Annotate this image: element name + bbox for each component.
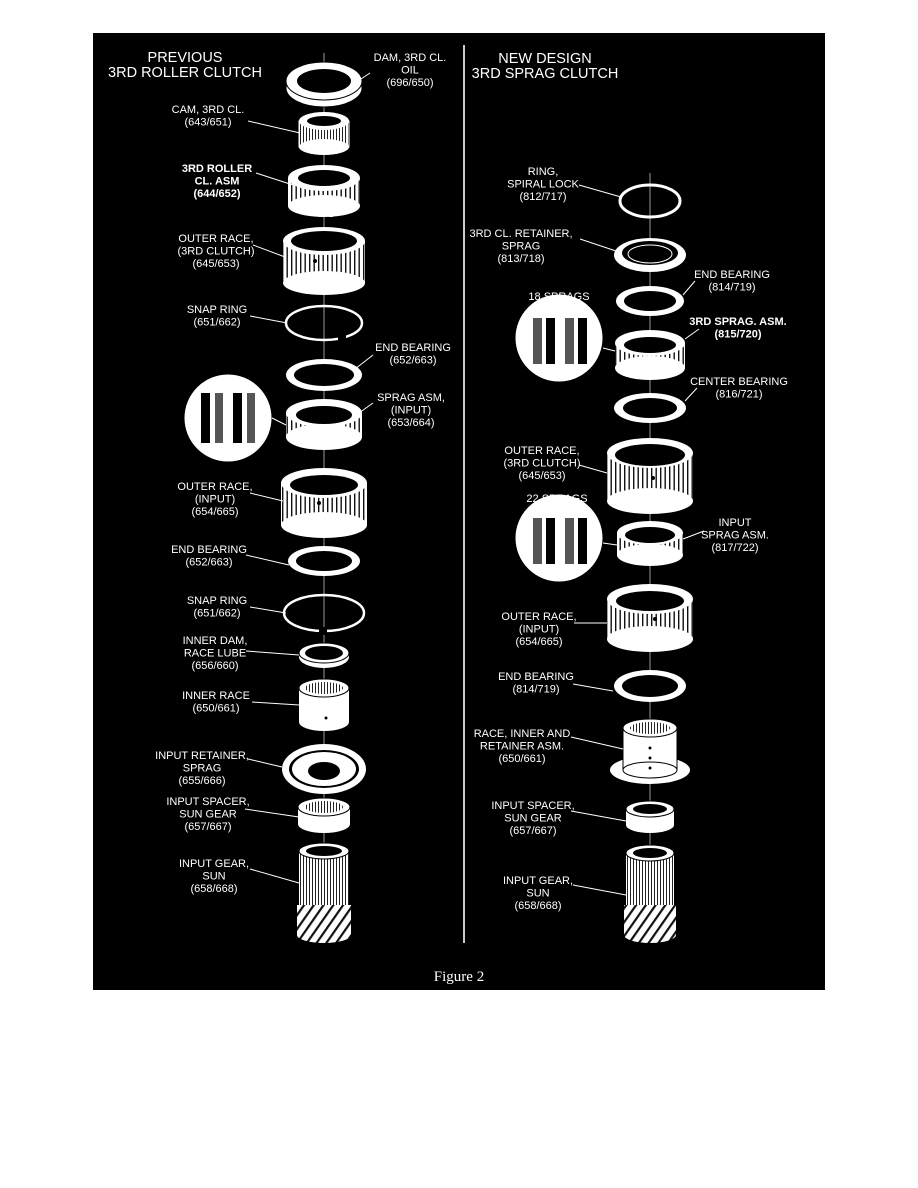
label-line: CENTER BEARING [690,376,788,388]
leader-line-inner-dam-race-lube [246,651,299,655]
label-line: END BEARING [498,671,574,683]
end-bearing-2-part [288,546,360,576]
label-line: 3RD CL. RETAINER, [469,228,573,240]
label-line: INPUT SPACER, [491,800,575,812]
label-center-bearing [690,376,788,401]
sprag-detail-18 [515,294,615,382]
label-line: (645/653) [192,258,240,270]
label-input-gear-sun [179,858,249,895]
label-cam-3rd-cl [172,104,245,129]
label-sprag-asm-input [377,392,445,429]
label-input-spacer-sun-gear-r [491,800,574,837]
inner-race-part [299,679,349,731]
label-line: INPUT [718,517,752,529]
label-line: RING, [527,166,559,178]
label-line: SUN GEAR [504,812,562,825]
leader-line-dam-3rd-cl-oil [361,73,370,79]
label-22-sprags [526,493,587,505]
label-line: (3RD CLUTCH) [177,245,255,258]
label-line: SNAP RING [186,304,248,316]
end-bearing-r1-part [616,286,684,316]
label-input-gear-sun-r [503,875,573,912]
label-line: (651/662) [193,607,241,620]
label-inner-dam-race-lube [183,635,248,672]
label-line: INNER DAM, [182,635,248,647]
label-line: (INPUT) [390,404,432,417]
label-line: (817/722) [711,542,759,554]
leader-line-input-gear-sun [250,869,299,883]
center-bearing-part [614,393,686,423]
label-line: END BEARING [171,544,247,556]
leader-line-end-bearing-r1 [683,281,695,295]
label-line: INPUT RETAINER, [155,750,249,762]
leader-line-snap-ring-2 [250,607,286,613]
end-bearing-1-part [286,359,362,391]
outer-race-input-part [281,468,367,538]
leader-line-input-retainer-sprag [248,759,282,767]
label-line: 3RD ROLLER [181,163,253,175]
label-end-bearing-1 [375,342,451,367]
leader-line-outer-race-3rd-clutch-r [579,465,607,473]
label-line: (3RD CLUTCH) [503,457,581,470]
label-line: (816/721) [715,388,763,401]
label-inner-race [182,690,250,715]
label-outer-race-input [177,481,252,518]
input-gear-sun-r-part [624,845,676,943]
label-line: (655/666) [178,775,226,787]
leader-line-3rd-roller-cl-asm [256,173,293,185]
outer-race-input-r-part [607,584,693,652]
label-end-bearing-2 [171,544,247,569]
leader-line-inner-race [252,702,299,705]
label-line: END BEARING [375,342,451,354]
leader-line-outer-race-input [250,493,283,501]
left-panel-title-line2: 3RD ROLLER CLUTCH [108,65,262,81]
label-line: (658/668) [190,883,238,895]
label-line: (654/665) [515,636,563,648]
label-line: INPUT GEAR, [178,858,250,870]
label-dam-3rd-cl-oil [374,52,447,89]
inner-dam-race-lube-part [299,643,349,668]
label-line: SUN GEAR [179,808,237,821]
label-line: SPIRAL LOCK [507,178,579,191]
label-line: (652/663) [389,354,437,367]
sprag-detail-22 [515,494,617,582]
label-line: (814/719) [512,683,560,696]
label-line: CAM, 3RD CL. [171,104,245,116]
label-line: CL. ASM [194,175,240,188]
leader-line-3rd-sprag-asm [685,329,699,339]
figure-caption: Figure 2 [433,969,485,985]
label-line: OUTER RACE, [504,445,580,457]
label-line: INPUT SPACER, [166,796,250,808]
label-line: (650/661) [192,702,240,715]
label-race-inner-retainer-asm [474,728,571,765]
3rd-roller-cl-asm-part [288,165,360,217]
label-line: (INPUT) [194,493,236,506]
leader-line-sprag-asm-input [359,403,373,413]
input-retainer-sprag-part [282,744,366,794]
label-line: (812/717) [519,191,567,203]
sprag-asm-input-part [286,399,362,450]
cam-3rd-cl-part [299,112,349,155]
label-line: DAM, 3RD CL. [373,52,447,64]
label-line: 22 SPRAGS [526,493,588,505]
label-line: SPRAG ASM, [377,392,445,404]
sprag-detail-left [184,374,286,462]
label-line: 3RD SPRAG. ASM. [689,316,787,328]
label-line: OUTER RACE, [178,233,254,245]
label-line: (813/718) [497,253,545,265]
label-line: (696/650) [386,77,434,89]
label-line: INPUT GEAR, [502,875,574,887]
label-line: INNER RACE [182,690,250,702]
label-line: (643/651) [184,116,232,129]
label-line: (INPUT) [518,623,560,636]
label-3rd-cl-retainer-sprag [469,228,572,265]
label-outer-race-3rd-clutch [178,233,255,270]
3rd-sprag-asm-part [615,330,685,380]
figure-panel [93,33,825,990]
label-ring-spiral-lock [507,166,579,203]
label-line: (645/653) [518,470,566,482]
3rd-cl-retainer-sprag-part [614,238,686,272]
input-gear-sun-part [297,843,351,943]
label-3rd-sprag-asm [689,316,786,341]
end-bearing-r2-part [614,670,686,702]
label-outer-race-3rd-clutch-r [504,445,581,482]
label-end-bearing-r2 [498,671,574,696]
input-spacer-sun-gear-part [298,798,350,833]
leader-line-input-spacer-sun-gear [245,809,299,817]
leader-line-input-gear-sun-r [573,885,626,895]
label-line: SNAP RING [186,595,248,607]
label-line: (652/663) [185,556,233,569]
leader-line-center-bearing [685,388,697,401]
label-line: (654/665) [191,506,239,518]
label-end-bearing-r1 [694,269,770,294]
label-snap-ring-2 [187,595,247,620]
leader-line-snap-ring-1 [250,316,287,323]
label-line: END BEARING [694,269,770,281]
label-line: (657/667) [184,821,232,833]
label-line: RACE, INNER AND [473,728,571,740]
label-3rd-roller-cl-asm [182,163,252,200]
label-line: (651/662) [193,316,241,329]
input-spacer-sun-gear-r-part [626,801,674,833]
label-input-sprag-asm [701,517,769,554]
leader-line-cam-3rd-cl [248,121,300,133]
label-line: (653/664) [387,417,435,429]
label-input-retainer-sprag [155,750,249,787]
right-panel-title-line1: NEW DESIGN [498,51,592,67]
label-snap-ring-1 [187,304,247,329]
label-line: OUTER RACE, [177,481,253,493]
label-line: SUN [526,887,550,900]
leader-line-end-bearing-1 [355,355,373,369]
leader-line-3rd-cl-retainer-sprag [580,239,616,251]
label-line: SPRAG ASM. [701,529,769,542]
label-outer-race-input-r [501,611,576,648]
label-line: OIL [401,64,419,77]
right-panel-title-line2: 3RD SPRAG CLUTCH [471,66,619,82]
label-line: RETAINER ASM. [479,740,565,753]
label-line: (815/720) [714,328,762,341]
label-line: SPRAG [501,240,541,253]
label-input-spacer-sun-gear [166,796,249,833]
label-line: (658/668) [514,900,562,912]
left-panel-title-line1: PREVIOUS [147,50,223,66]
label-line: (657/667) [509,825,557,837]
leader-line-input-spacer-sun-gear-r [571,811,626,821]
race-inner-retainer-asm-part [610,719,690,784]
label-line: (650/661) [498,753,546,765]
label-line: SPRAG [182,762,222,775]
leader-line-end-bearing-r2 [573,684,613,691]
label-line: 18 SPRAGS [528,291,590,303]
leader-line-ring-spiral-lock [579,185,621,197]
label-line: (656/660) [191,660,239,672]
leader-line-end-bearing-2 [246,555,289,565]
label-line: RACE LUBE [183,647,247,660]
exploded-parts-diagram [93,33,825,990]
leader-line-race-inner-retainer-asm [571,737,623,749]
leader-line-outer-race-3rd-clutch [253,245,285,257]
label-line: (644/652) [193,188,241,200]
label-line: OUTER RACE, [501,611,577,623]
outer-race-3rd-clutch-part [283,227,365,295]
label-18-sprags [528,291,589,303]
outer-race-3rd-clutch-r-part [607,438,693,514]
input-sprag-asm-part [617,521,683,566]
dam-3rd-cl-oil-part [286,62,362,107]
label-line: (814/719) [708,281,756,294]
label-line: SUN [202,870,226,883]
